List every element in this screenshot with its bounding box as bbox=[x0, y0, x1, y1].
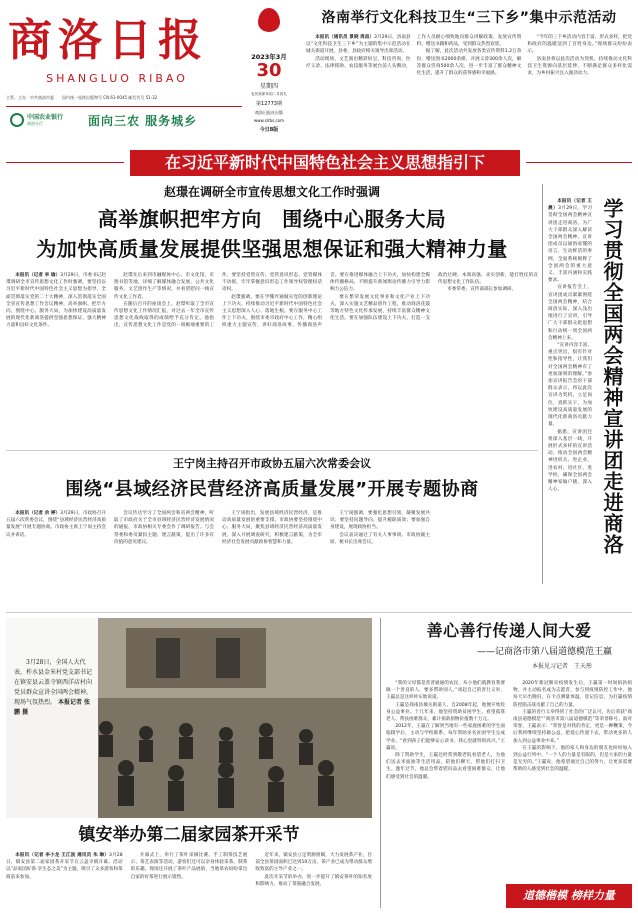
photo-story-body bbox=[6, 852, 372, 910]
feature-headline: 善心善行传递人间大爱 bbox=[426, 621, 592, 640]
photo-credit: 本报记者 张 鹏 摄 bbox=[14, 699, 91, 716]
right-column-byline: 本报讯（记者 王 晨） bbox=[548, 199, 592, 212]
second-story-paragraph: 会议表决通过了有关人事事项。市政协副主席、秘书长出席会议。 bbox=[330, 532, 430, 545]
bank-name: 中国农业银行 bbox=[27, 114, 64, 121]
lead-body bbox=[6, 272, 538, 432]
bank-slogan: 面向三农 服务城乡 bbox=[88, 114, 198, 128]
lead-byline: 本报讯（记者 李 瑜） bbox=[15, 273, 61, 278]
bank-logo-icon bbox=[10, 113, 24, 127]
top-story-paragraph: “今年的三下乡活动内容丰富、形式多样，把党和政府的温暖送到了百姓身边。”现场群众纷纷表示。 bbox=[527, 35, 632, 55]
feature-story bbox=[386, 618, 632, 910]
lead-paragraph: 市委常委、宣传部部长参加调研。 bbox=[447, 287, 517, 293]
second-story-body bbox=[6, 510, 538, 606]
top-story-paragraph: 洛南县将以此次活动为契机，持续推动文化科技卫生资源向基层延伸，不断满足群众多样化需求，为乡村振兴注入强劲动力。 bbox=[527, 56, 632, 77]
feature-paragraph: 在王赢的影响下，他的家人和身边的朋友也纷纷加入到公益行列中。“一个人的力量是有限的，但是大家的力量是无穷的。”王赢说，他希望通过自己的努力，让更多需要帮助的人感受到社会的温暖。 bbox=[513, 745, 632, 773]
second-story-paragraph: 王宁岗指出，发展县域经济民营经济，是推动高质量发展的重要支撑。市政协要坚持围绕中心、服务大局，聚焦县域经济民营经济高质量发展，深入开展调查研究，积极建言献策，为全市经济社会发展贡献政协智慧和力量。 bbox=[222, 511, 322, 545]
feature-paragraph: 2012年，王赢在了解到当地有一些家庭困难的学生面临辍学后，主动与学校联系，每年资助多名贫困学生完成学业。“看到孩子们能够安心读书，我心里就特别高兴。”王赢说。 bbox=[386, 724, 505, 751]
date-box bbox=[240, 8, 298, 142]
top-story-headline: 洛南举行文化科技卫生“三下乡”集中示范活动 bbox=[321, 10, 617, 26]
feature-body bbox=[386, 680, 632, 880]
top-story-body bbox=[306, 34, 632, 144]
photo-story-paragraph: 近年来，镇安县立足资源禀赋，大力发展茶产业，目前全县茶园面积已达到10万亩，茶产业已成为带动群众增收致富的主导产业之一。 bbox=[255, 853, 372, 873]
top-story-paragraph: 据了解，此次活动共发放各类宣传资料1.2万余份，赠送图书2000余册，开展义诊300余人次，解答群众咨询500余人次，进一步丰富了群众精神文化生活，提升了群众的获得感和幸福感。 bbox=[416, 49, 522, 77]
photo-story-paragraph: 3月28日，镇安县第二届家园茶开采节在云盖寺镇开幕。活动以“品家园好茶·享生态之美”为主题，吸引了众多游客和茶商前来参加。 bbox=[6, 853, 123, 880]
page-count: 今日8版 bbox=[259, 127, 279, 133]
top-story-paragraph: 3月29日，洛南县以“文化科技卫生三下乡”为主题的集中示范活动在城关街道开展，县委、县政府相关领导出席活动。 bbox=[306, 35, 411, 55]
theme-banner-text: 在习近平新时代中国特色社会主义思想指引下 bbox=[164, 153, 485, 172]
top-story-byline: 本报讯（通讯员 景晓 周昌） bbox=[315, 35, 375, 40]
publisher: 商洛日报社出版 bbox=[255, 110, 283, 115]
right-column-paragraph: “宣讲内容丰富、重点突出，很有针对性和指导性，让我们对全国两会精神有了更加深刻的理解。”参加宣讲报告会的干部群众表示，将以此次宣讲为契机，立足岗位，真抓实干，为加快建设高质量发展的现代化新商洛贡献力量。 bbox=[548, 343, 592, 428]
second-story-paragraph: 王宁岗强调，要强化思想引领，凝聚发展共识；要坚持问题导向，提升履职质效；要加强自身建设，展现政协担当。 bbox=[330, 511, 430, 531]
right-column-paragraph: 据悉，宣讲团还将深入基层一线，开展形式多样的宣讲活动，推动全国两会精神进机关、进企业、进农村、进社区、进学校，确保全国两会精神家喻户晓、深入人心。 bbox=[548, 429, 592, 493]
feature-paragraph: “我的父母都是普普通通的农民，从小他们就教育我要做一个善良的人，要多帮助别人。”谈起自己的善行义举，王赢总是这样朴实地说道。 bbox=[386, 681, 505, 701]
right-column-body bbox=[548, 198, 592, 578]
weekday: 星期四 bbox=[259, 83, 278, 90]
right-column-title: 学习贯彻全国两会精神宣讲团走进商洛 bbox=[600, 198, 624, 555]
photo-story-paragraph: 此次开采节的举办，进一步提升了镇安茶叶的知名度和影响力，推动了茶旅融合发展。 bbox=[255, 874, 372, 887]
photo-caption-text: 3月28日，全国人大代表、柞水县金米村党支部书记在镇安县云盖寺镇西洋店村向党员群众宣讲全国两会精神，现场气氛热烈。 bbox=[14, 659, 93, 706]
sponsor-line: 主管、主办：中共商洛市委 国内统一连续出版物号 CN 61-0045 邮发代号 51-32 bbox=[6, 95, 158, 100]
second-story-headline: 围绕“县域经济民营经济高质量发展”开展专题协商 bbox=[65, 479, 479, 500]
lead-paragraph: 3月29日，市委书记赵璟调研全市宣传思想文化工作时强调，要坚持以习近平新时代中国特色社会主义思想为指导，全面贯彻落实党的二十大精神，深入贯彻落实全国全省宣传思想工作会议精神，高举旗帜、把牢方向，围绕中心、服务大局，为加快建设高质量发展的现代化新商洛提供坚强思想保证、强大精神力量和良好文化条件。 bbox=[6, 273, 106, 329]
date-day: 30 bbox=[256, 60, 282, 81]
right-column bbox=[548, 184, 634, 584]
bank-sub: 商洛分行 bbox=[27, 121, 43, 126]
photo-caption bbox=[14, 658, 92, 718]
photo-scene-icon bbox=[6, 618, 372, 818]
top-story-paragraph: 活动现场，文艺演出精彩纷呈，科技咨询、医疗义诊、法律援助、农技服务等展台前人头攒动，工作人员耐心细致地向群众讲解政策、发放宣传资料、赠送书籍和药品，受到群众热烈欢迎。 bbox=[306, 35, 522, 69]
feature-corner-tag: 道德楷模 榜样力量 bbox=[506, 884, 632, 908]
feature-paragraph: 王赢是商南县城关街道人，自2008年起，他便开始投身公益事业。十几年来，他坚持资助贫困学生、看望孤寡老人、帮扶困难群众，累计捐款捐物价值数十万元。 bbox=[386, 702, 505, 723]
feature-paragraph: 王赢的善行义举得到了社会的广泛认可，先后荣获“商南县道德模范”“商洛市第八届道德模范”等荣誉称号。面对荣誉，王赢表示：“荣誉是对我的肯定，更是一种鞭策，今后我将继续坚持做公益，把爱心传递下去，带动更多的人加入到公益事业中来。” bbox=[513, 709, 632, 744]
feature-paragraph: 2020年新冠肺炎疫情发生后，王赢第一时间捐款捐物，并主动报名成为志愿者，参与到疫情防控工作中。他每天早出晚归，在卡点测量体温、登记信息，为打赢疫情防控阻击战贡献了自己的力量。 bbox=[513, 681, 632, 708]
lead-story bbox=[6, 184, 538, 444]
issue-number: 第12773期 bbox=[256, 101, 282, 107]
second-story bbox=[6, 456, 538, 606]
feature-byline: 本报见习记者 王天彤 bbox=[531, 663, 592, 670]
news-photo bbox=[6, 618, 372, 818]
lunar-date: 农历癸卯年闰二月初九 bbox=[251, 92, 287, 96]
feature-subheadline: ——记商洛市第八届道德模范王赢 bbox=[476, 647, 612, 657]
flame-logo-icon bbox=[258, 8, 280, 32]
right-column-paragraph: 宣讲报告会上，宣讲团成员紧紧围绕全国两会精神，结合商洛实际，深入浅出地进行了宣讲，引导广大干部群众把思想和行动统一到全国两会精神上来。 bbox=[548, 285, 592, 341]
masthead-pinyin: SHANGLUO RIBAO bbox=[46, 72, 188, 85]
top-story bbox=[306, 6, 632, 146]
right-column-paragraph: 3月29日，学习贯彻全国两会精神宣讲团走进商洛，为广大干部群众深入解读全国两会精神。宣讲团成员以通俗易懂的语言、生动鲜活的事例，全面系统阐释了全国两会的重大意义、丰富内涵和实践要求。 bbox=[548, 206, 592, 284]
lead-kicker: 赵璟在调研全市宣传思想文化工作时强调 bbox=[163, 185, 380, 199]
masthead-title: 商洛日报 bbox=[8, 15, 208, 66]
second-story-paragraph: 会议传达学习了全国两会和省两会精神，听取了市政府关于全市县域经济民营经济发展情况的通报，市政协相关专委会作了调研报告。与会常委和委员紧扣主题、建言献策，提出了许多有价值的意见建议。 bbox=[114, 511, 214, 545]
second-story-kicker: 王宁岗主持召开市政协五届六次常委会议 bbox=[173, 457, 371, 470]
lead-paragraph: 赵璟先后来到市融媒体中心、市文化馆、市图书馆等地，详细了解媒体融合发展、公共文化服务、文艺创作生产等情况，并看望慰问一线宣传文化工作者。 bbox=[114, 273, 214, 300]
website: www.slrbs.com bbox=[254, 118, 284, 123]
second-story-paragraph: 3月29日，市政协召开五届六次常委会议，围绕“县域经济民营经济高质量发展”开展专题协商。市政协主席王宁岗主持会议并讲话。 bbox=[6, 511, 106, 538]
lead-headline-1: 高举旗帜把牢方向 围绕中心服务大局 bbox=[97, 207, 447, 231]
lead-paragraph: 要在繁荣发展文化事业和文化产业上下功夫，深入实施文艺精品创作工程，推动商洛花鼓等地方特色文化传承发展，持续丰富群众精神文化生活。要在加强队伍建设上下功夫，打造一支政治过硬、本领高强、求实创新、能打胜仗的宣传思想文化工作队伍。 bbox=[330, 273, 538, 322]
date-line: 2023年3月 bbox=[251, 53, 287, 61]
lead-paragraph: 赵璟强调，要在学懂弄通做实党的创新理论上下功夫，持续推动习近平新时代中国特色社会主义思想深入人心、落地生根。要在服务中心工作上下功夫，围绕市委市政府中心工作，精心组织重大主题宣传，讲好商洛故事，传播商洛声音。要在推进媒体融合上下功夫，加快构建全媒体传播格局，不断提升新闻舆论传播力引导力影响力公信力。 bbox=[222, 273, 430, 329]
lead-headline-2: 为加快高质量发展提供坚强思想保证和强大精神力量 bbox=[36, 237, 508, 261]
photo-story-byline: 本报讯（记者 李小龙 王江波 通讯员 朱 琳） bbox=[15, 853, 110, 858]
feature-paragraph: 除了资助学生，王赢还经常到敬老院看望老人，为他们送去米面油等生活用品，陪他们聊天，帮他们打扫卫生。逢年过节，他总会带着慰问品去看望困难群众，让他们感受到社会的温暖。 bbox=[386, 753, 505, 780]
photo-story-paragraph: 开幕式上，举行了茶叶采摘比赛、手工制茶技艺展示、茶艺表演等活动，游客们还可以亲身体验采茶、制茶的乐趣。现场还开展了茶叶产品展销，当地茶农纷纷拿出自家的好茶进行展示销售。 bbox=[130, 853, 248, 880]
lead-paragraph: 在随后召开的座谈会上，赵璟听取了全市宣传思想文化工作情况汇报，对过去一年全市宣传思想文化战线取得的成绩给予充分肯定。他指出，宣传思想文化工作是党的一项极端重要的工作，要坚持党管宣传、党管意识形态、党管媒体不动摇，牢牢掌握意识形态工作领导权管理权话语权。 bbox=[114, 273, 322, 329]
second-story-byline: 本报讯（记者 余 婷） bbox=[15, 511, 61, 516]
photo-story-headline: 镇安举办第二届家园茶开采节 bbox=[78, 825, 300, 845]
